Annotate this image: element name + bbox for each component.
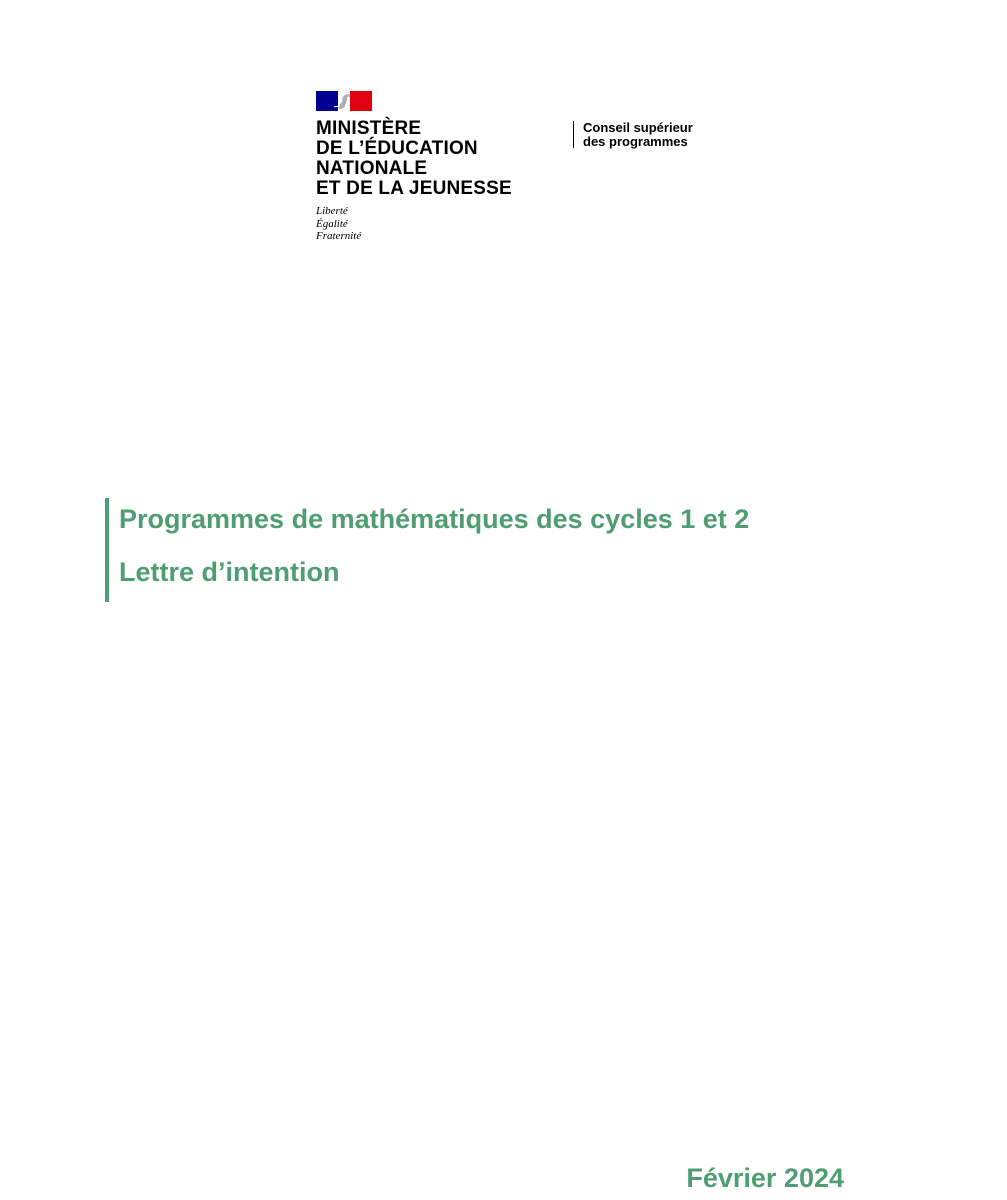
council-name xyxy=(583,121,693,149)
council-name-line: Conseil supérieur xyxy=(583,120,693,135)
document-title: Programmes de mathématiques des cycles 1 et 2 xyxy=(119,504,750,534)
council-name-line: des programmes xyxy=(583,134,688,149)
republic-motto xyxy=(316,205,556,243)
ministry-name-line: NATIONALE xyxy=(316,158,428,179)
ministry-name xyxy=(316,119,556,199)
document-date: Février 2024 xyxy=(686,1163,844,1193)
ministry-logo-block xyxy=(316,91,556,243)
ministry-name-line: ET DE LA JEUNESSE xyxy=(316,178,512,199)
motto-line: Liberté xyxy=(316,205,348,217)
motto-line: Fraternité xyxy=(316,230,362,242)
marianne-flag-logo xyxy=(316,91,372,111)
ministry-name-line: MINISTÈRE xyxy=(316,118,422,139)
council-block xyxy=(573,121,693,148)
motto-line: Égalité xyxy=(316,217,348,230)
document-title-block xyxy=(105,498,879,602)
document-subtitle: Lettre d’intention xyxy=(119,557,340,587)
ministry-name-line: DE L’ÉDUCATION xyxy=(316,138,478,159)
